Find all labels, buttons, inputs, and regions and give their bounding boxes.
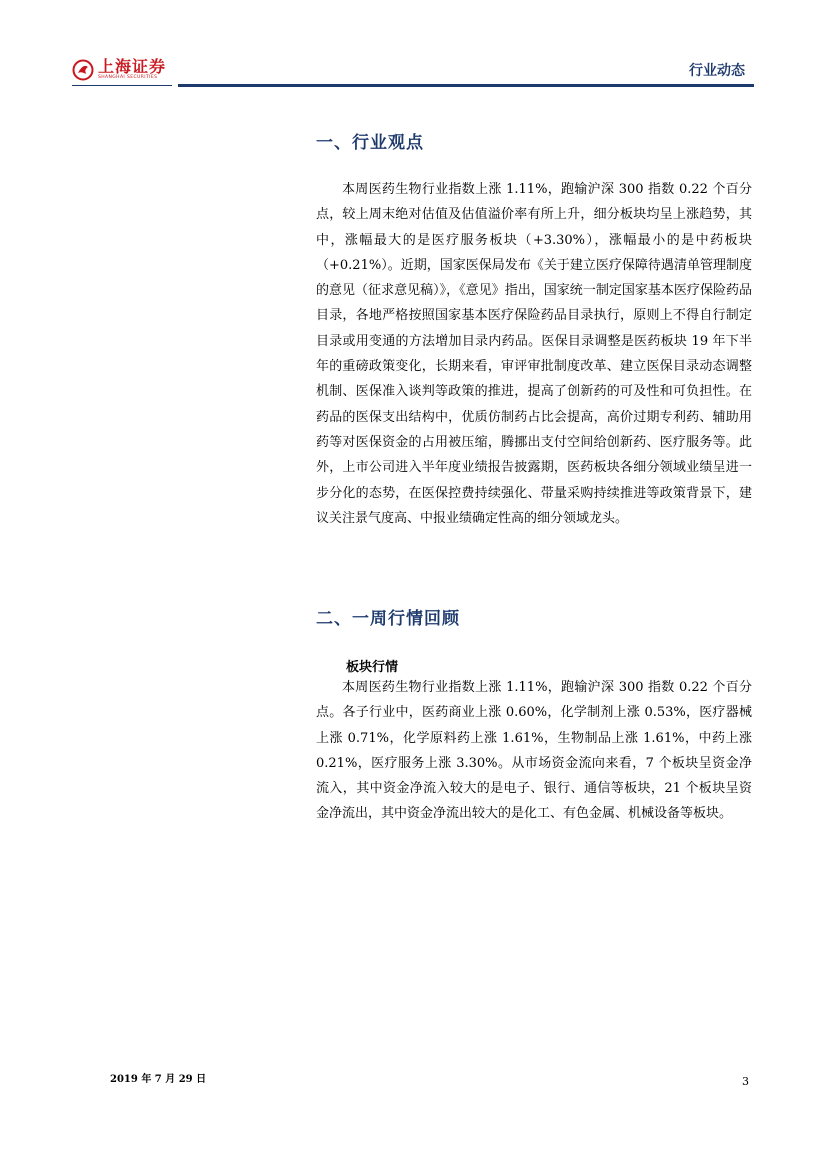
section-heading-industry-view: 一、行业观点: [316, 133, 424, 153]
logo-english-name: SHANGHAI SECURITIES: [98, 75, 158, 80]
weekly-review-body: [316, 675, 752, 827]
header-rule-thick: [178, 84, 754, 87]
report-category-label: 行业动态: [689, 63, 745, 79]
subheading-sector-market: 板块行情: [346, 660, 399, 675]
industry-view-body: [316, 177, 752, 531]
logo-text: [98, 58, 166, 81]
industry-view-paragraph: 本周医药生物行业指数上涨 1.11%，跑输沪深 300 指数 0.22 个百分点，较上周末绝对估值及估值溢价率有所上升，细分板块均呈上涨趋势，其中，涨幅最大的是医疗服务板块（+3.30%），涨幅最小的是中药板块（+0.21%）。近期，国家医保局发布《关于建立医疗保障待遇清单管理制度的意见（征求意见稿）》，《意见》指出，国家统一制定国家基本医疗保险药品目录，各地严格按照国家基本医疗保险药品目录执行，原则上不得自行制定目录或用变通的方法增加目录内药品。医保目录调整是医药板块 19 年下半年的重磅政策变化，长期来看，审评审批制度改革、建立医保目录动态调整机制、医保准入谈判等政策的推进，提高了创新药的可及性和可负担性。在药品的医保支出结构中，优质仿制药占比会提高，高价过期专利药、辅助用药等对医保资金的占用被压缩，腾挪出支付空间给创新药、医疗服务等。此外，上市公司进入半年度业绩报告披露期，医药板块各细分领域业绩呈进一步分化的态势，在医保控费持续强化、带量采购持续推进等政策背景下，建议关注景气度高、中报业绩确定性高的细分领域龙头。: [316, 182, 752, 526]
company-logo: [72, 58, 166, 81]
weekly-review-paragraph: 本周医药生物行业指数上涨 1.11%，跑输沪深 300 指数 0.22 个百分点。各子行业中，医药商业上涨 0.60%，化学制剂上涨 0.53%，医疗器械上涨 0.71%，化学原料药上涨 1.61%，生物制品上涨 1.61%，中药上涨 0.21%，医疗服务上涨 3.30%。从市场资金流向来看，7 个板块呈资金净流入，其中资金净流入较大的是电子、银行、通信等板块，21 个板块呈资金净流出，其中资金净流出较大的是化工、有色金属、机械设备等板块。: [316, 680, 752, 822]
section-heading-weekly-review: 二、一周行情回顾: [316, 609, 460, 629]
logo-chinese-name: 上海证券: [98, 57, 167, 76]
report-date: 2019 年 7 月 29 日: [110, 1074, 207, 1085]
page-header: [0, 0, 827, 100]
page-number: 3: [742, 1075, 749, 1088]
header-rule-thin: [72, 85, 172, 86]
shanghai-securities-logo-icon: [72, 59, 94, 81]
